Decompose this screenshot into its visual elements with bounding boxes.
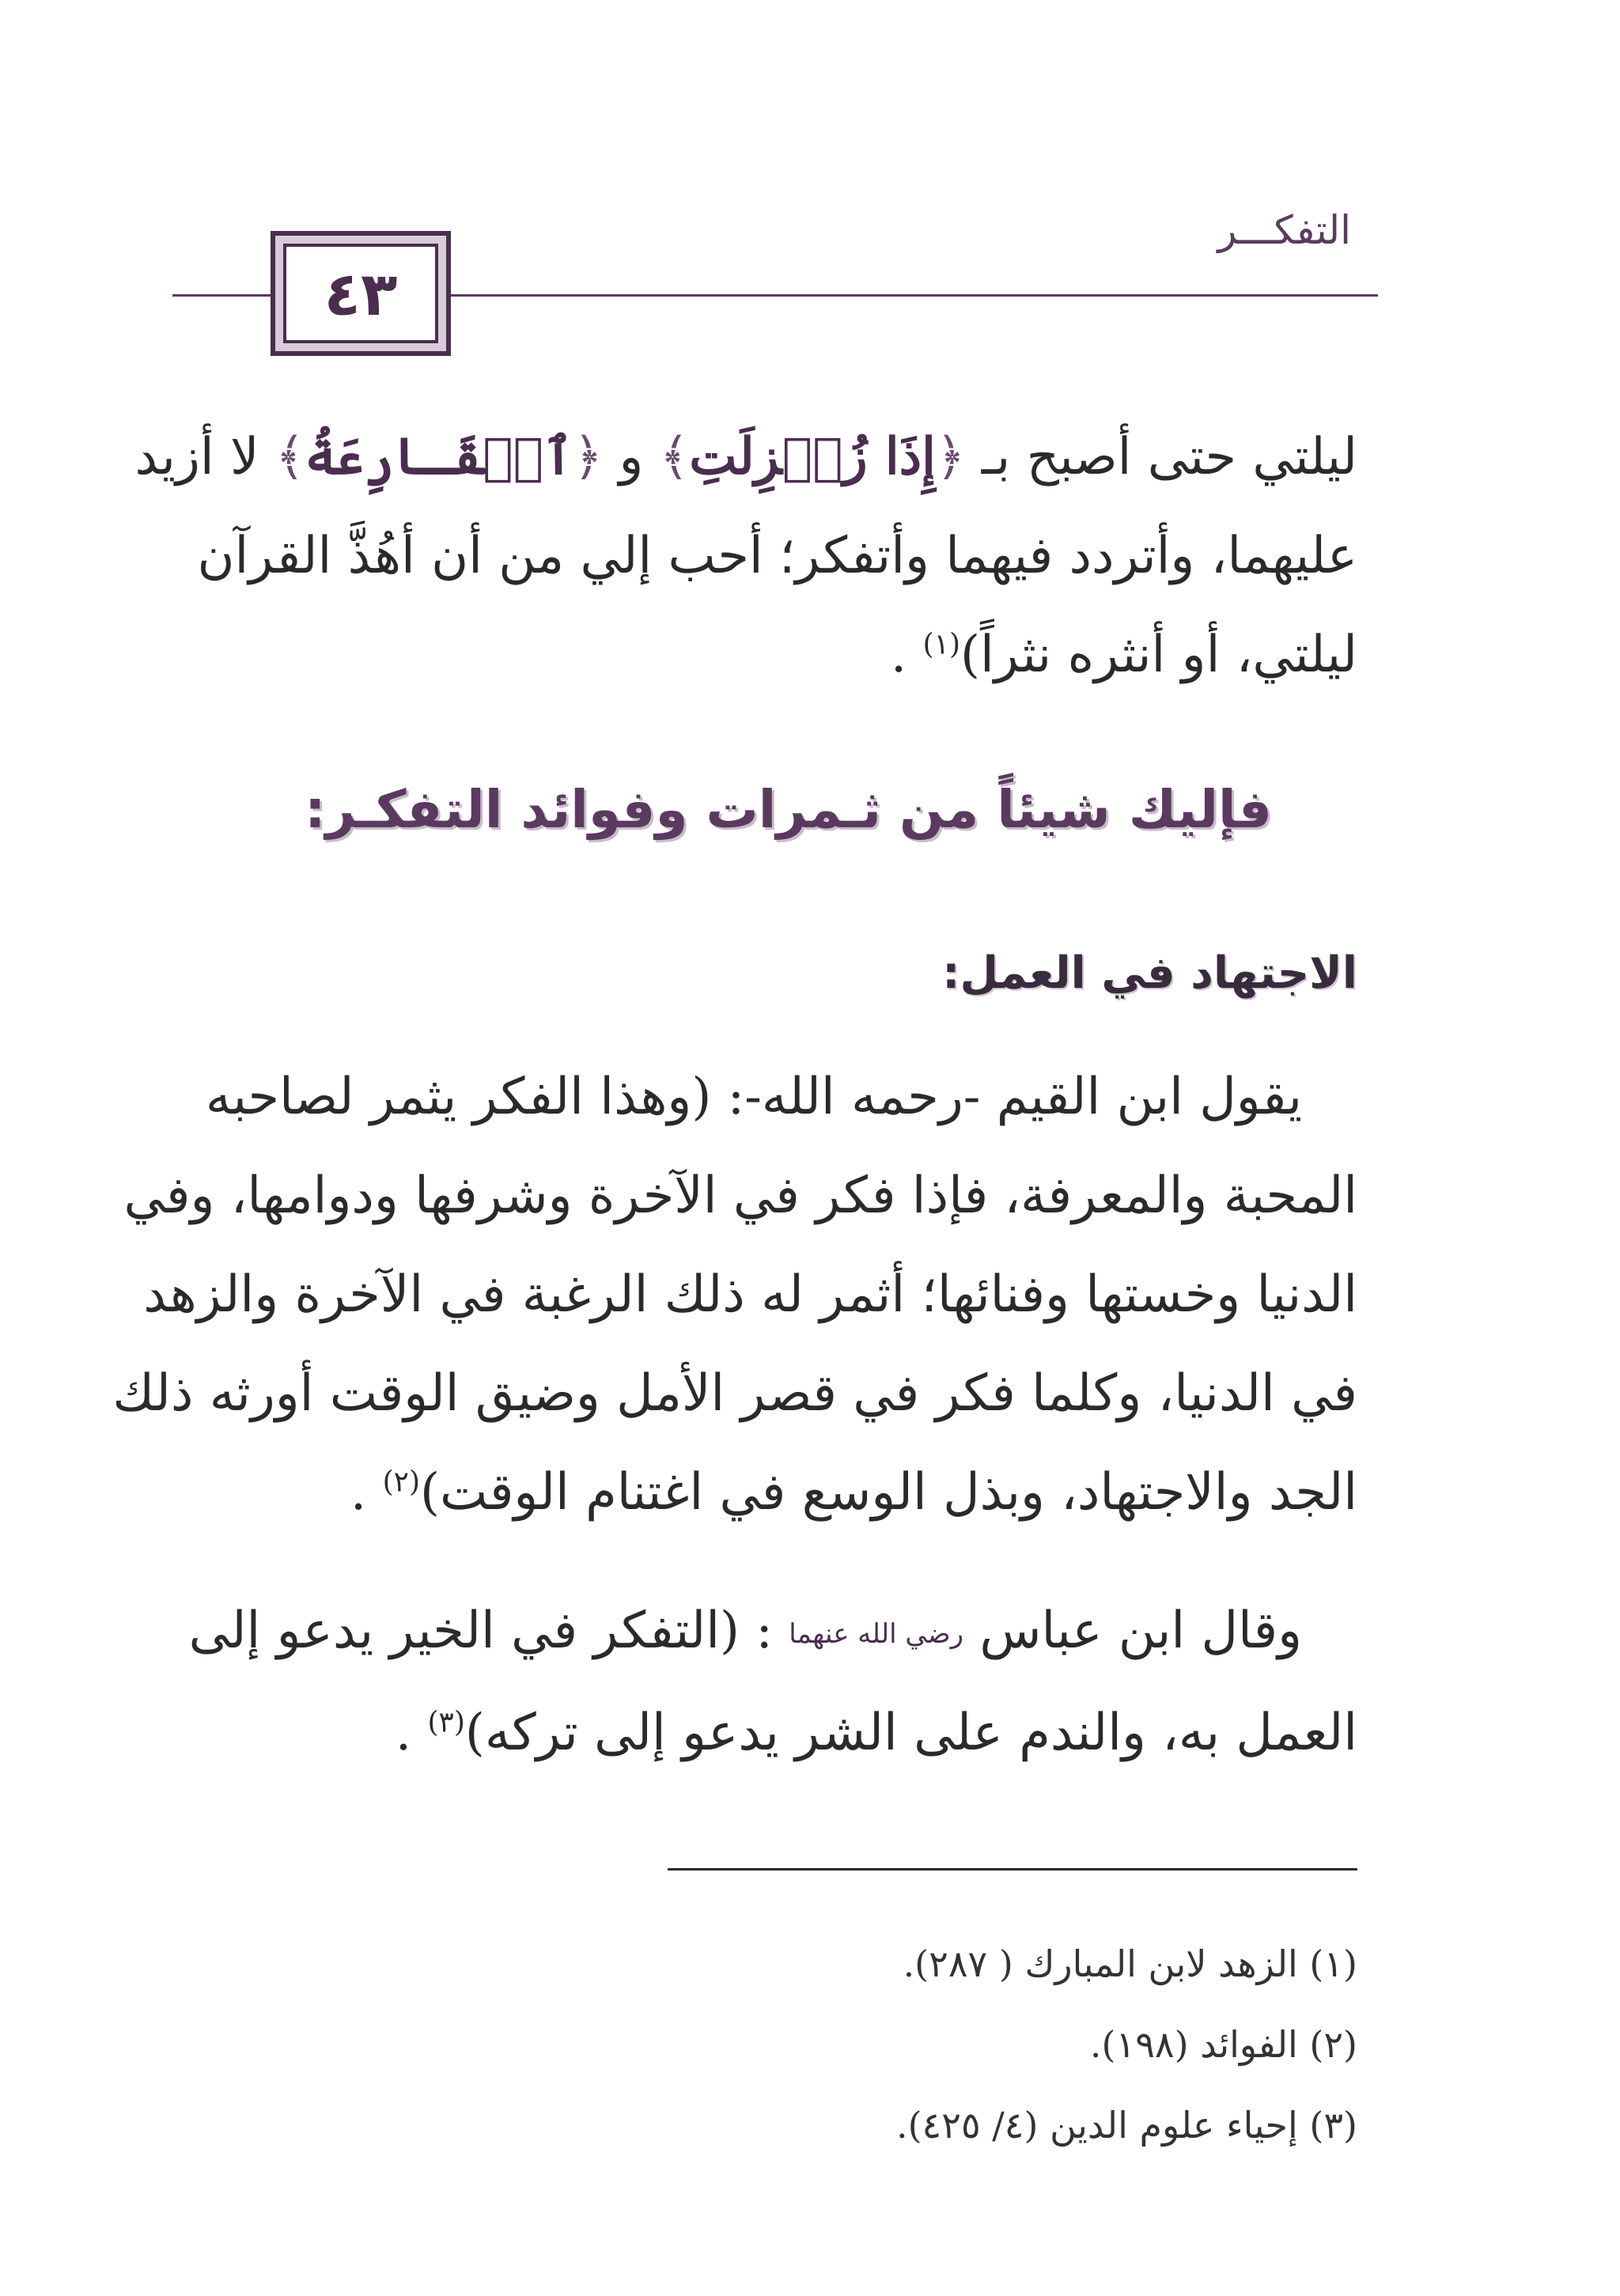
quote-paragraph xyxy=(112,1048,1357,1542)
paragraph-line: ليلتي حتى أصبح بـ ﴿إِذَا زُلۡزِلَتِ﴾ و ﴿ٱلۡقَـارِعَةُ﴾ لا أزيد xyxy=(134,427,1357,486)
sub-heading: الاجتهاد في العمل: xyxy=(942,948,1357,999)
ibn-abbas-paragraph xyxy=(188,1582,1357,1783)
footnote-item: (٢) الفوائد (١٩٨). xyxy=(1089,2023,1357,2066)
page-number: ٤٣ xyxy=(324,258,398,329)
running-header-title: التفكـــر xyxy=(1217,207,1351,253)
paragraph-line: في الدنيا، وكلما فكر في قصر الأمل وضيق الوقت أورثه ذلك xyxy=(112,1364,1357,1423)
opening-paragraph xyxy=(134,407,1357,705)
footnote-ref: (١) xyxy=(922,628,961,661)
footnote-item: (١) الزهد لابن المبارك ( ٢٨٧). xyxy=(903,1942,1357,1985)
paragraph-line: الجد والاجتهاد، وبذل الوسع في اغتنام الوقت)$^{(٢)}$ . xyxy=(350,1463,1357,1522)
paragraph-line: عليهما، وأتردد فيهما وأتفكر؛ أحب إلي من أن أهُذَّ القرآن xyxy=(197,527,1357,585)
footnote-separator xyxy=(668,1868,1357,1870)
paragraph-line: وقال ابن عباس رضي الله عنهما : (التفكر في الخير يدعو إلى xyxy=(188,1602,1302,1660)
paragraph-line: الدنيا وخستها وفنائها؛ أثمر له ذلك الرغبة في الآخرة والزهد xyxy=(143,1265,1357,1324)
paragraph-line: ليلتي، أو أنثره نثراً)$^{(١)}$ . xyxy=(890,626,1357,684)
footnote-ref: (٣) xyxy=(427,1706,465,1739)
paragraph-line: العمل به، والندم على الشر يدعو إلى تركه)$^{(٣)}$ . xyxy=(395,1704,1357,1762)
footnote-ref: (٢) xyxy=(382,1466,420,1499)
footnote-item: (٣) إحياء علوم الدين (٤/ ٤٢٥). xyxy=(895,2104,1357,2147)
quran-verse-zalzalah: ﴿إِذَا زُلۡزِلَتِ﴾ xyxy=(659,427,966,486)
section-heading: فإليك شيئاً من ثـمرات وفوائد التفكـر: xyxy=(305,779,1272,840)
paragraph-line: المحبة والمعرفة، فإذا فكر في الآخرة وشرفها ودوامها، وفي xyxy=(123,1167,1357,1225)
page-number-box xyxy=(271,231,451,356)
footnotes xyxy=(250,1923,1357,2166)
quran-verse-qariah: ﴿ٱلۡقَـارِعَةُ﴾ xyxy=(274,427,604,486)
paragraph-line: يقول ابن القيم -رحمه الله-: (وهذا الفكر يثمر لصاحبه xyxy=(205,1068,1302,1126)
honorific-calligraphy: رضي الله عنهما xyxy=(789,1618,964,1650)
